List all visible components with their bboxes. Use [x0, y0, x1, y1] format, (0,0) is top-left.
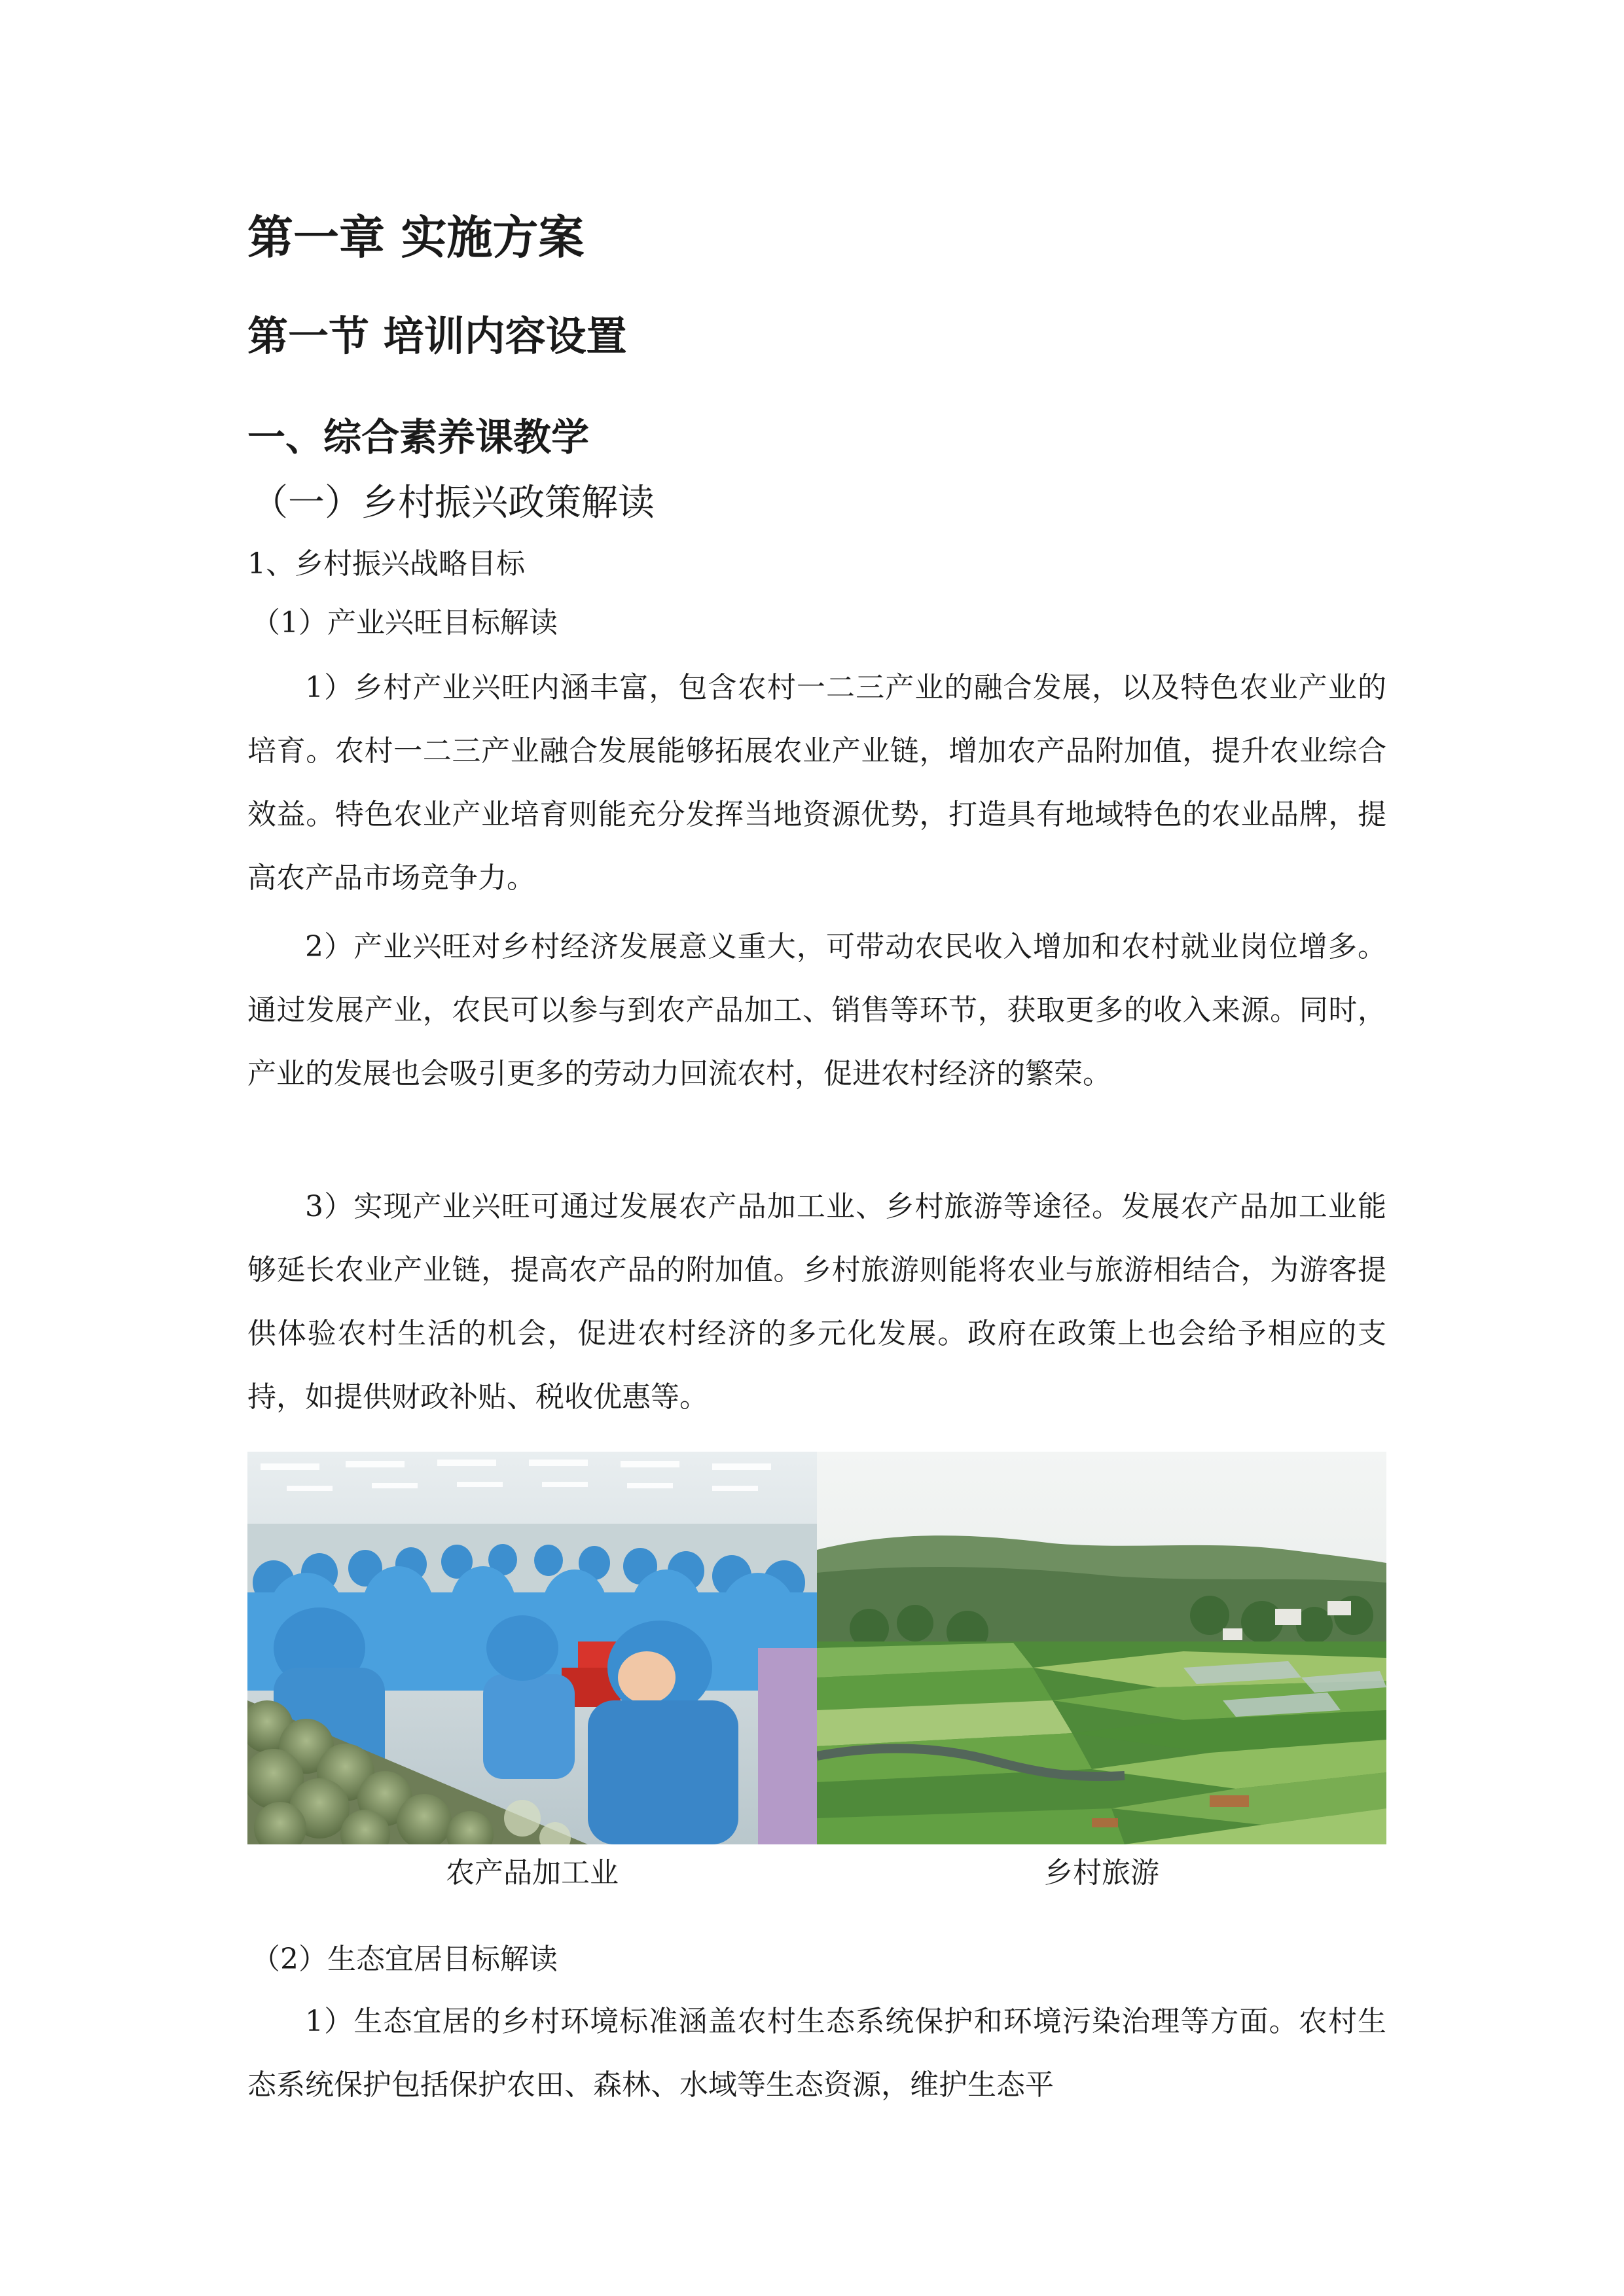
- paragraph: 1）生态宜居的乡村环境标准涵盖农村生态系统保护和环境污染治理等方面。农村生态系统保护包括保护农田、森林、水域等生态资源，维护生态平: [247, 2005, 1386, 2102]
- topic-title: （一）乡村振兴政策解读: [251, 482, 655, 524]
- subsection-title: 一、综合素养课教学: [247, 415, 590, 459]
- figure-caption-left: 农产品加工业: [446, 1856, 619, 1890]
- factory-photo: [247, 1452, 817, 1844]
- landscape-illustration: [817, 1452, 1386, 1844]
- factory-illustration: [247, 1452, 817, 1844]
- figure-caption-right: 乡村旅游: [1044, 1856, 1159, 1890]
- landscape-photo: [817, 1452, 1386, 1844]
- paragraph: 1）乡村产业兴旺内涵丰富，包含农村一二三产业的融合发展，以及特色农业产业的培育。农村一二三产业融合发展能够拓展农业产业链，增加农产品附加值，提升农业综合效益。特色农业产业培育则能充分发挥当地资源优势，打造具有地域特色的农业品牌，提高农产品市场竞争力。: [247, 671, 1386, 895]
- chapter-title: 第一章 实施方案: [247, 211, 585, 264]
- sub-item-title: （1）产业兴旺目标解读: [251, 606, 558, 639]
- paragraph: 2）产业兴旺对乡村经济发展意义重大，可带动农民收入增加和农村就业岗位增多。通过发展产业，农民可以参与到农产品加工、销售等环节，获取更多的收入来源。同时，产业的发展也会吸引更多的劳动力回流农村，促进农村经济的繁荣。: [247, 930, 1386, 1090]
- paragraph: 3）实现产业兴旺可通过发展农产品加工业、乡村旅游等途径。发展农产品加工业能够延长农业产业链，提高农产品的附加值。乡村旅游则能将农业与旅游相结合，为游客提供体验农村生活的机会，促进农村经济的多元化发展。政府在政策上也会给予相应的支持，如提供财政补贴、税收优惠等。: [247, 1190, 1386, 1414]
- document-page: [247, 0, 1386, 2296]
- section-title: 第一节 培训内容设置: [247, 312, 627, 360]
- item-title: 1、乡村振兴战略目标: [247, 547, 525, 581]
- sub-item-title: （2）生态宜居目标解读: [251, 1943, 558, 1976]
